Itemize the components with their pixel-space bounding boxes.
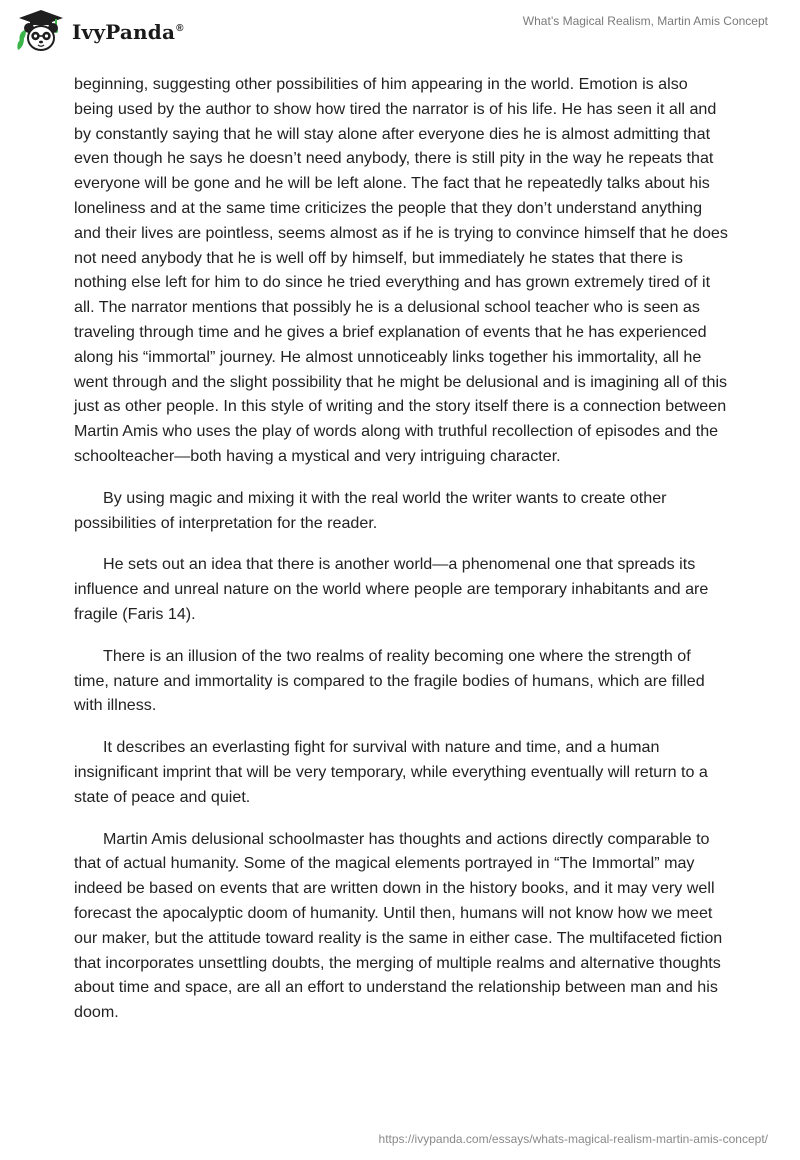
brand-name-text: IvyPanda [72,20,176,44]
page-header [0,0,800,60]
paragraph: beginning, suggesting other possibilities of him appearing in the world. Emotion is also being used by the author to show how tired the narrator is of his life. He has seen it all and by constantly saying that he will stay alone after everyone dies he is almost admitting that even though he says he doesn’t need anybody, there is still pity in the way he repeats that everyone will be gone and he will be left alone. The fact that he repeatedly talks about his loneliness and at the same time criticizes the people that they don’t understand anything and their lives are pointless, seems almost as if he is trying to convince himself that he does not need anybody that he is well off by himself, but immediately he states that there is nothing else left for him to do since he tried everything and has grown extremely tired of it all. The narrator mentions that possibly he is a delusional school teacher who is seen as traveling through time and he gives a brief explanation of events that he has experienced along his “immortal” journey. He almost unnoticeably links together his immortality, all he went through and the slight possibility that he might be delusional and is imagining all of this just as other people. In this style of writing and the story itself there is a connection between Martin Amis who uses the play of words along with truthful recollection of episodes and the schoolteacher—both having a mystical and very intriguing character. [74,75,728,465]
paragraph: By using magic and mixing it with the real world the writer wants to create other possibilities of interpretation for the reader. [74,488,667,532]
paragraph: He sets out an idea that there is another world—a phenomenal one that spreads its influence and unreal nature on the world where people are temporary inhabitants and are fragile (Faris 14). [74,555,709,623]
article-body [74,72,728,1042]
brand-logo[interactable] [16,8,184,54]
paragraph: Martin Amis delusional schoolmaster has thoughts and actions directly comparable to that of actual humanity. Some of the magical elements portrayed in “The Immortal” may indeed be based on events that are written down in the history books, and it may very well forecast the apocalyptic doom of humanity. Until then, humans will not know how we meet our maker, but the attitude toward reality is the same in either case. The multifaceted fiction that incorporates unsettling doubts, the merging of multiple realms and alternative thoughts about time and space, are all an effort to understand the relationship between man and his doom. [74,829,723,1022]
registered-mark: ® [176,23,184,35]
document-title: What’s Magical Realism, Martin Amis Concept [522,14,768,28]
paragraph: It describes an everlasting fight for survival with nature and time, and a human insignificant imprint that will be very temporary, while everything eventually will return to a state of peace and quiet. [74,738,708,806]
source-url-link[interactable]: https://ivypanda.com/essays/whats-magical-realism-martin-amis-concept/ [378,1132,768,1146]
paragraph: There is an illusion of the two realms of reality becoming one where the strength of time, nature and immortality is compared to the fragile bodies of humans, which are filled with illness. [74,646,705,715]
brand-name [72,20,184,44]
panda-graduate-icon [16,8,66,54]
